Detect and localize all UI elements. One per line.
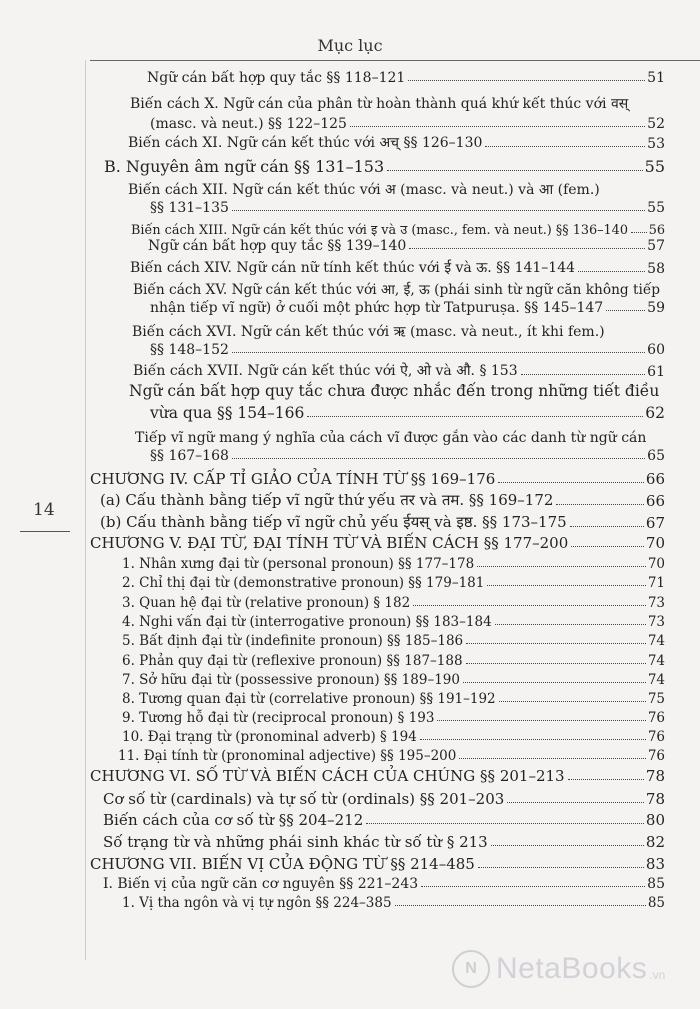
toc-entry: Biến cách XIII. Ngữ cán kết thúc với इ và उ (masc., fem. và neut.) §§ 136–140 56: [131, 223, 665, 238]
toc-entry: Biến cách XI. Ngữ cán kết thúc với अच् §§ 126–130 53: [128, 135, 665, 152]
toc-entry: Ngữ cán bất hợp quy tắc chưa được nhắc đến trong những tiết điều: [129, 382, 660, 400]
toc-entry: Tiếp vĩ ngữ mang ý nghĩa của cách vĩ được gắn vào các danh từ ngữ cán: [135, 430, 647, 446]
watermark: N NetaBooks .vn: [452, 950, 665, 988]
toc-entry: 9. Tương hỗ đại từ (reciprocal pronoun) § 193 76: [122, 710, 665, 726]
toc-entry: nhận tiếp vĩ ngữ) ở cuối một phức hợp từ Tatpuruṣa. §§ 145–147 59: [150, 300, 665, 316]
toc-entry: Biến cách XVI. Ngữ cán kết thúc với ऋ (masc. và neut., ít khi fem.): [132, 324, 605, 340]
toc-entry: 10. Đại trạng từ (pronominal adverb) § 194 76: [122, 729, 665, 745]
toc-entry: Ngữ cán bất hợp quy tắc §§ 118–121 51: [147, 70, 665, 86]
toc-entry: vừa qua §§ 154–166 62: [150, 404, 665, 422]
toc-entry: 11. Đại tính từ (pronominal adjective) §§ 195–200 76: [118, 748, 665, 764]
toc-entry: CHƯƠNG V. ĐẠI TỪ, ĐẠI TÍNH TỪ VÀ BIẾN CÁCH §§ 177–200 70: [90, 534, 665, 552]
page-number: 14: [33, 500, 55, 520]
toc-entry: Biến cách XVII. Ngữ cán kết thúc với ऐ, ओ và औ. § 153 61: [133, 363, 665, 380]
toc-entry: §§ 167–168 65: [150, 448, 665, 464]
toc-entry: 4. Nghi vấn đại từ (interrogative pronoun) §§ 183–184 73: [122, 614, 665, 630]
toc-entry: 2. Chỉ thị đại từ (demonstrative pronoun) §§ 179–181 71: [122, 575, 665, 591]
toc-entry: Biến cách của cơ số từ §§ 204–212 80: [103, 811, 665, 829]
toc-entry: 3. Quan hệ đại từ (relative pronoun) § 182 73: [122, 595, 665, 611]
netabooks-logo-icon: N: [452, 950, 490, 988]
toc-entry: I. Biến vị của ngữ căn cơ nguyên §§ 221–243 85: [103, 876, 665, 892]
toc-entry: §§ 148–152 60: [150, 342, 665, 358]
toc-entry: (a) Cấu thành bằng tiếp vĩ ngữ thứ yếu तर và तम. §§ 169–172 66: [100, 491, 665, 510]
toc-entry: CHƯƠNG IV. CẤP TỈ GIẢO CỦA TÍNH TỪ §§ 169–176 66: [90, 470, 665, 488]
toc-entry: 6. Phản quy đại từ (reflexive pronoun) §§ 187–188 74: [122, 653, 665, 669]
toc-entry: Biến cách X. Ngữ cán của phân từ hoàn thành quá khứ kết thúc với वस्: [130, 96, 629, 112]
toc-entry: Ngữ cán bất hợp quy tắc §§ 139–140 57: [148, 238, 665, 254]
toc-entry: §§ 131–135 55: [150, 200, 665, 216]
toc-entry: (masc. và neut.) §§ 122–125 52: [150, 116, 665, 132]
toc-entry: 1. Nhân xưng đại từ (personal pronoun) §§ 177–178 70: [122, 556, 665, 572]
toc-entry: 7. Sở hữu đại từ (possessive pronoun) §§ 189–190 74: [122, 672, 665, 688]
toc-entry: Biến cách XII. Ngữ cán kết thúc với अ (masc. và neut.) và आ (fem.): [128, 182, 600, 198]
toc-entry: CHƯƠNG VII. BIẾN VỊ CỦA ĐỘNG TỪ §§ 214–485 83: [90, 855, 665, 873]
toc-entry: CHƯƠNG VI. SỐ TỪ VÀ BIẾN CÁCH CỦA CHÚNG §§ 201–213 78: [90, 767, 665, 785]
toc-entry: (b) Cấu thành bằng tiếp vĩ ngữ chủ yếu ईयस् và इष्ठ. §§ 173–175 67: [100, 513, 665, 532]
toc-entry: 1. Vị tha ngôn và vị tự ngôn §§ 224–385 85: [122, 895, 665, 911]
toc-entry: Biến cách XV. Ngữ cán kết thúc với आ, ई, ऊ (phái sinh từ ngữ căn không tiếp: [133, 282, 661, 298]
toc-entry: 5. Bất định đại từ (indefinite pronoun) §§ 185–186 74: [122, 633, 665, 649]
page-header: Mục lục: [317, 36, 383, 55]
toc-entry: Biến cách XIV. Ngữ cán nữ tính kết thúc với ई và ऊ. §§ 141–144 58: [130, 260, 665, 277]
toc-entry: B. Nguyên âm ngữ cán §§ 131–153 55: [104, 157, 665, 176]
toc-entry: 8. Tương quan đại từ (correlative pronoun) §§ 191–192 75: [122, 691, 665, 707]
toc-entry: Cơ số từ (cardinals) và tự số từ (ordinals) §§ 201–203 78: [103, 790, 665, 808]
toc-entry: Số trạng từ và những phái sinh khác từ số từ § 213 82: [103, 833, 665, 851]
